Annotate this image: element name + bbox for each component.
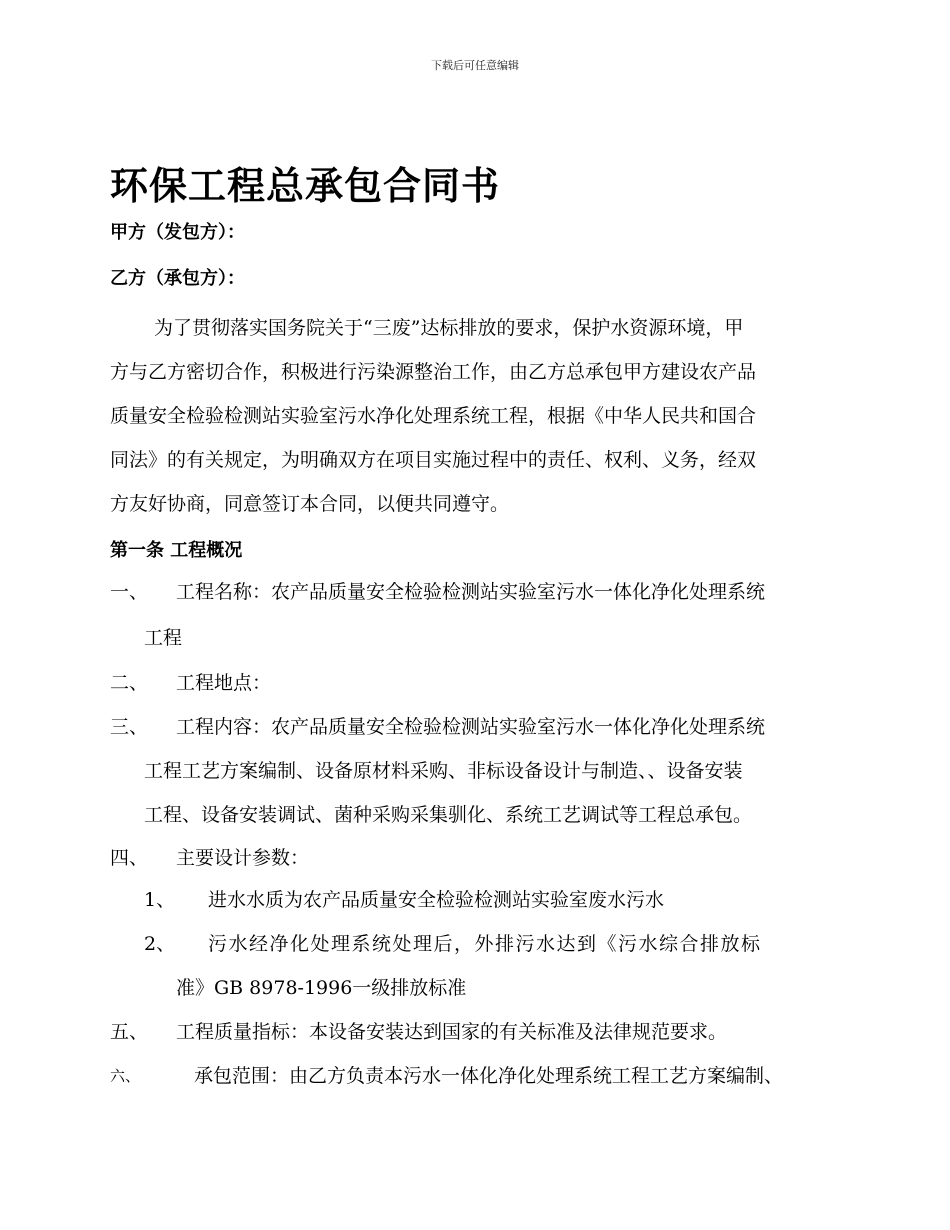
item-number: 二、 (110, 672, 149, 694)
item-text: 工程名称：农产品质量安全检验检测站实验室污水一体化净化处理系统 (176, 581, 766, 603)
contract-title: 环保工程总承包合同书 (110, 164, 501, 208)
sub-item-number: 1、 (144, 889, 176, 911)
sub-item-number: 2、 (144, 933, 176, 955)
intro-line-4: 同法》的有关规定，为明确双方在项目实施过程中的责任、权利、义务，经双 (110, 449, 757, 471)
list-item-1 (110, 570, 860, 614)
item-text-continued: 工程工艺方案编制、设备原材料采购、非标设备设计与制造、、设备安装 (144, 760, 743, 782)
item-text: 工程质量指标：本设备安装达到国家的有关标准及法律规范要求。 (176, 1021, 728, 1043)
item-text-continued: 工程、设备安装调试、菌种采购采集驯化、系统工艺调试等工程总承包。 (144, 804, 753, 826)
item-number: 三、 (110, 716, 149, 738)
item-text-continued: 工程 (144, 627, 183, 649)
item-text: 主要设计参数： (176, 847, 310, 869)
sub-item-text: 进水水质为农产品质量安全检验检测站实验室废水污水 (208, 889, 665, 911)
item-number: 四、 (110, 847, 149, 869)
sub-item-text-continued: 准》GB 8978-1996一级排放标准 (176, 977, 467, 999)
item-number: 六、 (110, 1067, 141, 1085)
item-number: 五、 (110, 1021, 149, 1043)
intro-line-2: 方与乙方密切合作，积极进行污染源整治工作，由乙方总承包甲方建设农产品 (110, 361, 757, 383)
list-item-3 (110, 705, 860, 749)
intro-line-1: 为了贯彻落实国务院关于“三废”达标排放的要求，保护水资源环境，甲 (154, 317, 744, 339)
list-item-6 (110, 1054, 860, 1098)
header-note: 下载后可任意编辑 (431, 59, 519, 72)
list-item-4 (110, 836, 860, 880)
intro-line-3: 质量安全检验检测站实验室污水净化处理系统工程，根据《中华人民共和国合 (110, 405, 757, 427)
list-item-2 (110, 661, 860, 705)
item-text: 承包范围：由乙方负责本污水一体化净化处理系统工程工艺方案编制、 (194, 1065, 784, 1087)
sub-item-2 (144, 922, 860, 966)
item-text: 工程地点： (176, 672, 272, 694)
sub-item-1 (144, 878, 860, 922)
list-item-5 (110, 1010, 860, 1054)
item-text: 工程内容：农产品质量安全检验检测站实验室污水一体化净化处理系统 (176, 716, 766, 738)
party-b-label: 乙方（承包方）： (110, 268, 245, 289)
intro-line-5: 方友好协商，同意签订本合同，以便共同遵守。 (110, 493, 510, 515)
article-1-title: 第一条 工程概况 (110, 540, 243, 561)
party-a-label: 甲方（发包方）： (110, 222, 245, 243)
sub-item-text: 污水经净化处理系统处理后，外排污水达到《污水综合排放标 (208, 933, 762, 955)
item-number: 一、 (110, 581, 149, 603)
